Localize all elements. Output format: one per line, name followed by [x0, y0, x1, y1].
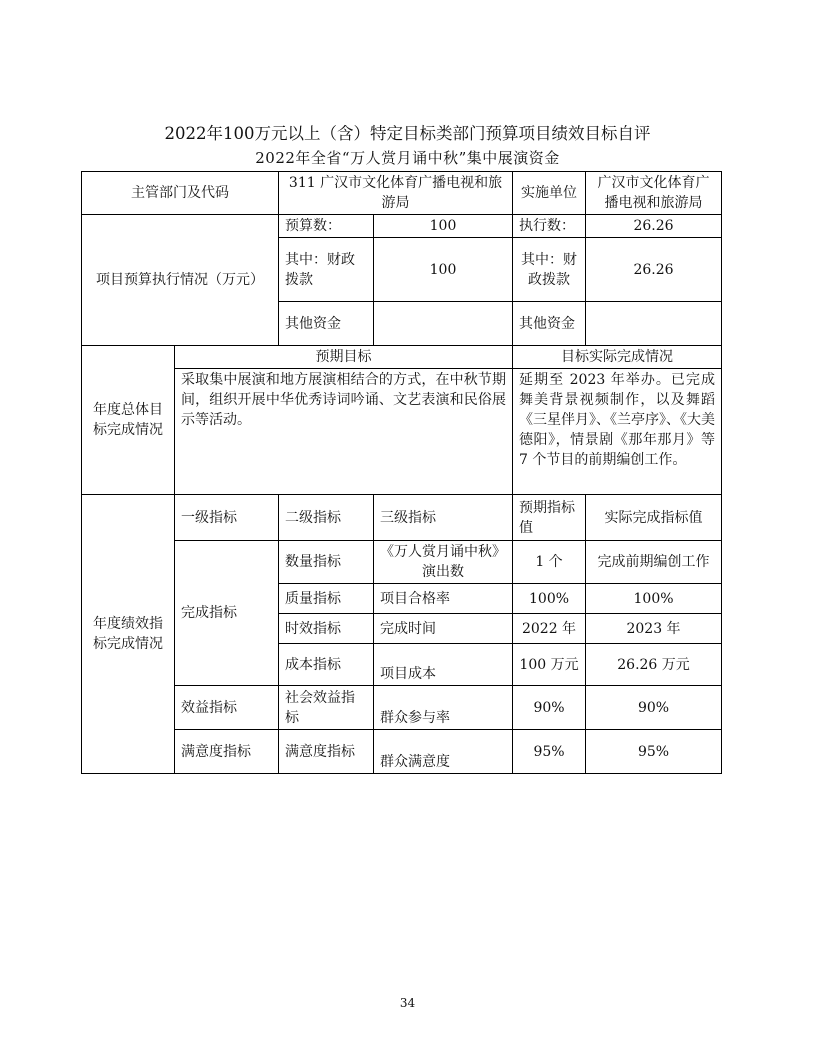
indicator-actual: 完成前期编创工作: [586, 541, 722, 584]
actual-result-header: 目标实际完成情况: [513, 346, 722, 369]
indicator-row: [82, 541, 722, 584]
actual-result-text: 延期至 2023 年举办。已完成舞美背景视频制作，以及舞蹈《三星伴月》、《兰亭序》、《大美德阳》，情景剧《那年那月》等 7 个节目的前期编创工作。: [513, 369, 722, 495]
impl-label: 实施单位: [513, 172, 586, 215]
indicator-expected: 1 个: [513, 541, 586, 584]
indicator-level3: 完成时间: [374, 614, 513, 644]
indicator-header-row: [82, 495, 722, 541]
exec-value: 26.26: [586, 215, 722, 238]
other-exec-value: [586, 302, 722, 346]
dept-row: [82, 172, 722, 215]
perf-section-label: 年度绩效指标完成情况: [82, 495, 175, 774]
indicator-actual: 2023 年: [586, 614, 722, 644]
completion-indicator-label: 完成指标: [175, 541, 279, 686]
indicator-level3: 项目成本: [374, 644, 513, 686]
annual-content-row: [82, 369, 722, 495]
level3-header: 三级指标: [374, 495, 513, 541]
level2-header: 二级指标: [279, 495, 374, 541]
indicator-actual: 90%: [586, 686, 722, 730]
fiscal-label: 其中：财政拨款: [279, 238, 374, 302]
actual-value-header: 实际完成指标值: [586, 495, 722, 541]
budget-label: 预算数：: [279, 215, 374, 238]
performance-table: [81, 171, 722, 774]
dept-value: 311 广汉市文化体育广播电视和旅游局: [279, 172, 513, 215]
fiscal-budget-value: 100: [374, 238, 513, 302]
indicator-level2: 时效指标: [279, 614, 374, 644]
annual-header-row: [82, 346, 722, 369]
indicator-level2: 满意度指标: [279, 730, 374, 774]
indicator-level3: 项目合格率: [374, 584, 513, 614]
exec-label: 执行数：: [513, 215, 586, 238]
fiscal-exec-value: 26.26: [586, 238, 722, 302]
level1-header: 一级指标: [175, 495, 279, 541]
impl-value: 广汉市文化体育广播电视和旅游局: [586, 172, 722, 215]
indicator-expected: 95%: [513, 730, 586, 774]
indicator-level3: 群众满意度: [374, 730, 513, 774]
indicator-expected: 100%: [513, 584, 586, 614]
dept-label: 主管部门及代码: [82, 172, 279, 215]
indicator-level2: 数量指标: [279, 541, 374, 584]
indicator-row: [82, 730, 722, 774]
indicator-row: [82, 686, 722, 730]
indicator-level2: 质量指标: [279, 584, 374, 614]
indicator-expected: 90%: [513, 686, 586, 730]
expected-goal-header: 预期目标: [175, 346, 513, 369]
indicator-level2: 成本指标: [279, 644, 374, 686]
budget-value: 100: [374, 215, 513, 238]
satisfaction-indicator-label: 满意度指标: [175, 730, 279, 774]
budget-row: [82, 215, 722, 238]
indicator-level3: 《万人赏月诵中秋》演出数: [374, 541, 513, 584]
page-number: 34: [399, 996, 416, 1010]
indicator-level2: 社会效益指标: [279, 686, 374, 730]
document-title: 2022年100万元以上（含）特定目标类部门预算项目绩效目标自评: [164, 124, 651, 143]
indicator-actual: 100%: [586, 584, 722, 614]
indicator-actual: 95%: [586, 730, 722, 774]
indicator-expected: 2022 年: [513, 614, 586, 644]
fiscal-exec-label: 其中：财政拨款: [513, 238, 586, 302]
other-funds-label: 其他资金: [279, 302, 374, 346]
expected-goal-text: 采取集中展演和地方展演相结合的方式，在中秋节期间，组织开展中华优秀诗词吟诵、文艺表演和民俗展示等活动。: [175, 369, 513, 495]
other-funds-budget: [374, 302, 513, 346]
project-name: 2022年全省“万人赏月诵中秋”集中展演资金: [255, 149, 560, 167]
other-exec-label: 其他资金: [513, 302, 586, 346]
indicator-actual: 26.26 万元: [586, 644, 722, 686]
indicator-expected: 100 万元: [513, 644, 586, 686]
benefit-indicator-label: 效益指标: [175, 686, 279, 730]
annual-section-label: 年度总体目标完成情况: [82, 346, 175, 495]
budget-section-label: 项目预算执行情况（万元）: [82, 215, 279, 346]
expected-value-header: 预期指标值: [513, 495, 586, 541]
indicator-level3: 群众参与率: [374, 686, 513, 730]
